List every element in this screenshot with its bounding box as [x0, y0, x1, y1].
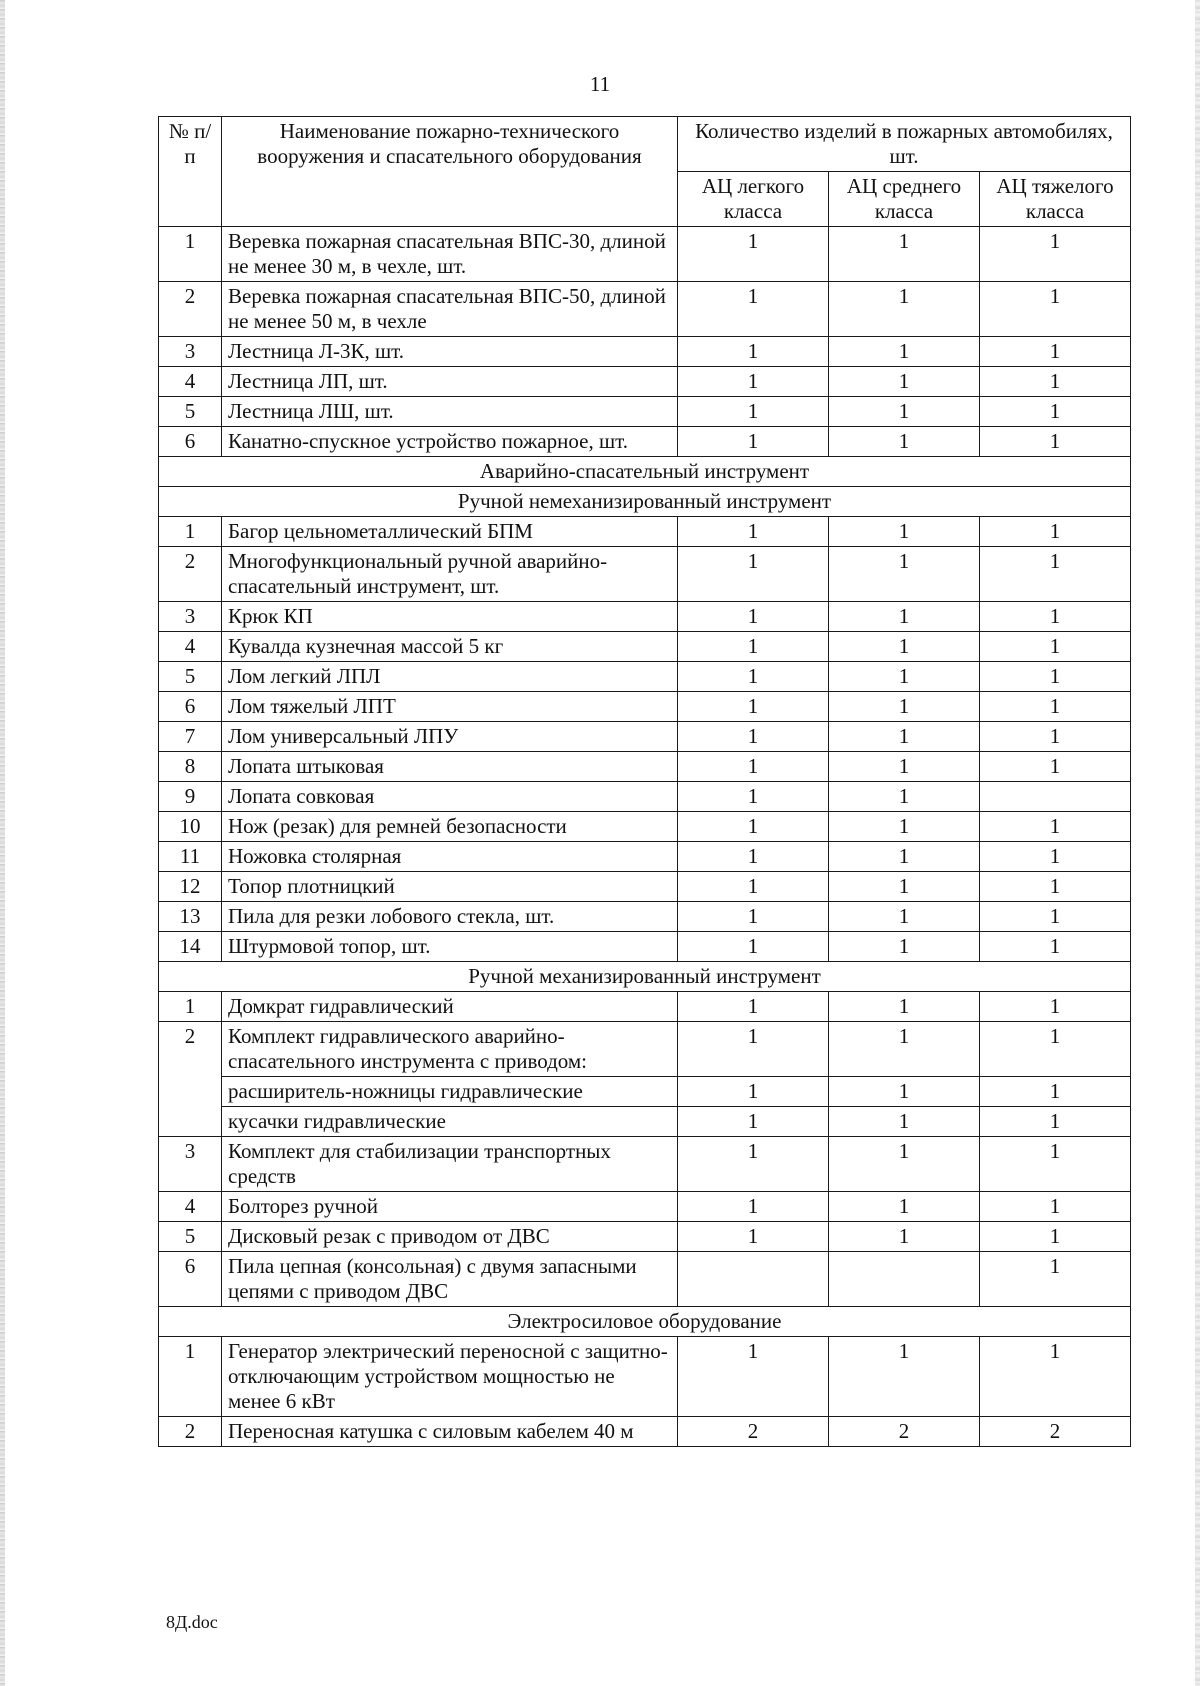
qty-light: 1 [678, 397, 829, 427]
qty-light: 1 [678, 282, 829, 337]
header-group: Количество изделий в пожарных автомобилях, шт. [678, 117, 1131, 172]
qty-heavy: 1 [980, 692, 1131, 722]
item-name: Веревка пожарная спасательная ВПС-50, длиной не менее 50 м, в чехле [222, 282, 678, 337]
qty-heavy: 1 [980, 1337, 1131, 1417]
item-name: кусачки гидравлические [222, 1107, 678, 1137]
table-row [159, 872, 1131, 902]
qty-heavy: 1 [980, 1192, 1131, 1222]
item-name: Лопата совковая [222, 782, 678, 812]
row-number: 1 [159, 517, 222, 547]
scan-edge-right [1195, 0, 1200, 1686]
qty-light: 1 [678, 227, 829, 282]
qty-heavy: 1 [980, 1107, 1131, 1137]
qty-heavy: 1 [980, 992, 1131, 1022]
item-name: Крюк КП [222, 602, 678, 632]
row-number: 5 [159, 1222, 222, 1252]
item-name: Многофункциональный ручной аварийно-спасательный инструмент, шт. [222, 547, 678, 602]
qty-light: 1 [678, 752, 829, 782]
qty-heavy: 1 [980, 842, 1131, 872]
item-name: Дисковый резак с приводом от ДВС [222, 1222, 678, 1252]
qty-heavy: 2 [980, 1417, 1131, 1447]
qty-light [678, 1252, 829, 1307]
header-col-light: АЦ легкого класса [678, 172, 829, 227]
qty-light: 1 [678, 692, 829, 722]
qty-light: 1 [678, 1022, 829, 1077]
qty-medium: 1 [829, 337, 980, 367]
table-row [159, 1417, 1131, 1447]
table-row [159, 782, 1131, 812]
table-row [159, 337, 1131, 367]
header-num: № п/п [159, 117, 222, 227]
qty-heavy: 1 [980, 397, 1131, 427]
qty-medium: 1 [829, 1192, 980, 1222]
table-row [159, 1137, 1131, 1192]
qty-heavy: 1 [980, 337, 1131, 367]
qty-light: 1 [678, 1222, 829, 1252]
table-header-row [159, 117, 1131, 172]
item-name: Лестница ЛП, шт. [222, 367, 678, 397]
qty-medium: 2 [829, 1417, 980, 1447]
row-number: 1 [159, 992, 222, 1022]
qty-medium [829, 1252, 980, 1307]
row-number: 6 [159, 692, 222, 722]
qty-light: 1 [678, 1077, 829, 1107]
item-name: Лом легкий ЛПЛ [222, 662, 678, 692]
qty-light: 1 [678, 782, 829, 812]
qty-medium: 1 [829, 282, 980, 337]
table-row [159, 1222, 1131, 1252]
qty-heavy: 1 [980, 547, 1131, 602]
header-col-medium: АЦ среднего класса [829, 172, 980, 227]
qty-medium: 1 [829, 547, 980, 602]
qty-medium: 1 [829, 752, 980, 782]
page-number: 11 [589, 72, 611, 96]
table-body [159, 227, 1131, 1447]
qty-heavy: 1 [980, 367, 1131, 397]
qty-heavy: 1 [980, 902, 1131, 932]
section-row [159, 1307, 1131, 1337]
qty-medium: 1 [829, 1107, 980, 1137]
table-row [159, 992, 1131, 1022]
qty-medium: 1 [829, 1022, 980, 1077]
equipment-table [158, 116, 1131, 1447]
table-row [159, 1337, 1131, 1417]
table-row [159, 722, 1131, 752]
item-name: Веревка пожарная спасательная ВПС-30, длиной не менее 30 м, в чехле, шт. [222, 227, 678, 282]
table-row [159, 632, 1131, 662]
row-number: 11 [159, 842, 222, 872]
qty-heavy: 1 [980, 932, 1131, 962]
table-row [159, 397, 1131, 427]
qty-heavy: 1 [980, 602, 1131, 632]
qty-light: 1 [678, 812, 829, 842]
qty-medium: 1 [829, 1222, 980, 1252]
row-number: 2 [159, 1022, 222, 1137]
row-number: 13 [159, 902, 222, 932]
qty-heavy: 1 [980, 1252, 1131, 1307]
qty-heavy: 1 [980, 517, 1131, 547]
qty-heavy: 1 [980, 1022, 1131, 1077]
qty-medium: 1 [829, 812, 980, 842]
scan-edge-left [0, 0, 5, 1686]
row-number: 9 [159, 782, 222, 812]
qty-medium: 1 [829, 602, 980, 632]
qty-heavy: 1 [980, 872, 1131, 902]
table-row [159, 547, 1131, 602]
table-row [159, 812, 1131, 842]
item-name: Домкрат гидравлический [222, 992, 678, 1022]
table-row [159, 842, 1131, 872]
qty-medium: 1 [829, 1337, 980, 1417]
item-name: Пила цепная (консольная) с двумя запасными цепями с приводом ДВС [222, 1252, 678, 1307]
item-name: Переносная катушка с силовым кабелем 40 м [222, 1417, 678, 1447]
item-name: Штурмовой топор, шт. [222, 932, 678, 962]
table-row [159, 427, 1131, 457]
row-number: 1 [159, 1337, 222, 1417]
qty-light: 1 [678, 1337, 829, 1417]
qty-heavy: 1 [980, 227, 1131, 282]
row-number: 4 [159, 632, 222, 662]
qty-medium: 1 [829, 632, 980, 662]
footer-filename: 8Д.doc [166, 1612, 218, 1632]
qty-heavy [980, 782, 1131, 812]
qty-medium: 1 [829, 1077, 980, 1107]
row-number: 2 [159, 1417, 222, 1447]
qty-light: 1 [678, 427, 829, 457]
table-row [159, 902, 1131, 932]
qty-light: 1 [678, 932, 829, 962]
item-name: Лом универсальный ЛПУ [222, 722, 678, 752]
item-name: Лопата штыковая [222, 752, 678, 782]
qty-light: 1 [678, 337, 829, 367]
qty-heavy: 1 [980, 752, 1131, 782]
qty-light: 1 [678, 662, 829, 692]
qty-heavy: 1 [980, 632, 1131, 662]
item-name: Канатно-спускное устройство пожарное, шт. [222, 427, 678, 457]
qty-heavy: 1 [980, 662, 1131, 692]
table-row [159, 227, 1131, 282]
row-number: 2 [159, 282, 222, 337]
item-name: Топор плотницкий [222, 872, 678, 902]
row-number: 3 [159, 602, 222, 632]
qty-light: 1 [678, 1192, 829, 1222]
qty-light: 1 [678, 632, 829, 662]
qty-medium: 1 [829, 902, 980, 932]
item-name: расширитель-ножницы гидравлические [222, 1077, 678, 1107]
item-name: Комплект для стабилизации транспортных средств [222, 1137, 678, 1192]
row-number: 14 [159, 932, 222, 962]
qty-medium: 1 [829, 782, 980, 812]
qty-medium: 1 [829, 692, 980, 722]
qty-medium: 1 [829, 397, 980, 427]
row-number: 12 [159, 872, 222, 902]
qty-light: 1 [678, 722, 829, 752]
item-name: Ножовка столярная [222, 842, 678, 872]
table-row [159, 367, 1131, 397]
row-number: 4 [159, 1192, 222, 1222]
item-name: Багор цельнометаллический БПМ [222, 517, 678, 547]
row-number: 3 [159, 1137, 222, 1192]
section-title: Электросиловое оборудование [159, 1307, 1131, 1337]
item-name: Пила для резки лобового стекла, шт. [222, 902, 678, 932]
qty-light: 1 [678, 367, 829, 397]
item-name: Лестница Л-3К, шт. [222, 337, 678, 367]
qty-medium: 1 [829, 1137, 980, 1192]
row-number: 8 [159, 752, 222, 782]
qty-medium: 1 [829, 427, 980, 457]
qty-heavy: 1 [980, 427, 1131, 457]
qty-light: 1 [678, 602, 829, 632]
qty-medium: 1 [829, 662, 980, 692]
table-row [159, 1192, 1131, 1222]
item-name: Комплект гидравлического аварийно-спасательного инструмента с приводом: [222, 1022, 678, 1077]
item-name: Болторез ручной [222, 1192, 678, 1222]
row-number: 2 [159, 547, 222, 602]
row-number: 1 [159, 227, 222, 282]
table-row [159, 1022, 1131, 1077]
qty-heavy: 1 [980, 812, 1131, 842]
table-row [159, 1252, 1131, 1307]
row-number: 6 [159, 427, 222, 457]
table-row [159, 662, 1131, 692]
qty-heavy: 1 [980, 282, 1131, 337]
table-row [159, 692, 1131, 722]
table-row [159, 602, 1131, 632]
item-name: Генератор электрический переносной с защитно-отключающим устройством мощностью не менее 6 кВт [222, 1337, 678, 1417]
header-name: Наименование пожарно-технического вооружения и спасательного оборудования [222, 117, 678, 227]
section-title: Ручной механизированный инструмент [159, 962, 1131, 992]
qty-medium: 1 [829, 992, 980, 1022]
header-col-heavy: АЦ тяжелого класса [980, 172, 1131, 227]
qty-heavy: 1 [980, 1222, 1131, 1252]
table-row [159, 752, 1131, 782]
qty-light: 1 [678, 517, 829, 547]
qty-medium: 1 [829, 842, 980, 872]
row-number: 6 [159, 1252, 222, 1307]
section-row [159, 487, 1131, 517]
item-name: Кувалда кузнечная массой 5 кг [222, 632, 678, 662]
qty-light: 1 [678, 547, 829, 602]
qty-light: 1 [678, 842, 829, 872]
qty-medium: 1 [829, 367, 980, 397]
table-row [159, 932, 1131, 962]
row-number: 4 [159, 367, 222, 397]
section-row [159, 457, 1131, 487]
qty-light: 1 [678, 1137, 829, 1192]
qty-medium: 1 [829, 227, 980, 282]
section-row [159, 962, 1131, 992]
item-name: Лом тяжелый ЛПТ [222, 692, 678, 722]
row-number: 10 [159, 812, 222, 842]
table-subrow [159, 1077, 1131, 1107]
qty-medium: 1 [829, 722, 980, 752]
qty-medium: 1 [829, 872, 980, 902]
table-row [159, 282, 1131, 337]
qty-medium: 1 [829, 932, 980, 962]
row-number: 3 [159, 337, 222, 367]
table-row [159, 517, 1131, 547]
qty-heavy: 1 [980, 1077, 1131, 1107]
row-number: 5 [159, 397, 222, 427]
row-number: 5 [159, 662, 222, 692]
qty-light: 1 [678, 1107, 829, 1137]
qty-light: 1 [678, 872, 829, 902]
row-number: 7 [159, 722, 222, 752]
qty-heavy: 1 [980, 1137, 1131, 1192]
table-subrow [159, 1107, 1131, 1137]
qty-light: 1 [678, 902, 829, 932]
section-title: Аварийно-спасательный инструмент [159, 457, 1131, 487]
item-name: Нож (резак) для ремней безопасности [222, 812, 678, 842]
section-title: Ручной немеханизированный инструмент [159, 487, 1131, 517]
qty-medium: 1 [829, 517, 980, 547]
item-name: Лестница ЛШ, шт. [222, 397, 678, 427]
qty-light: 2 [678, 1417, 829, 1447]
qty-light: 1 [678, 992, 829, 1022]
qty-heavy: 1 [980, 722, 1131, 752]
